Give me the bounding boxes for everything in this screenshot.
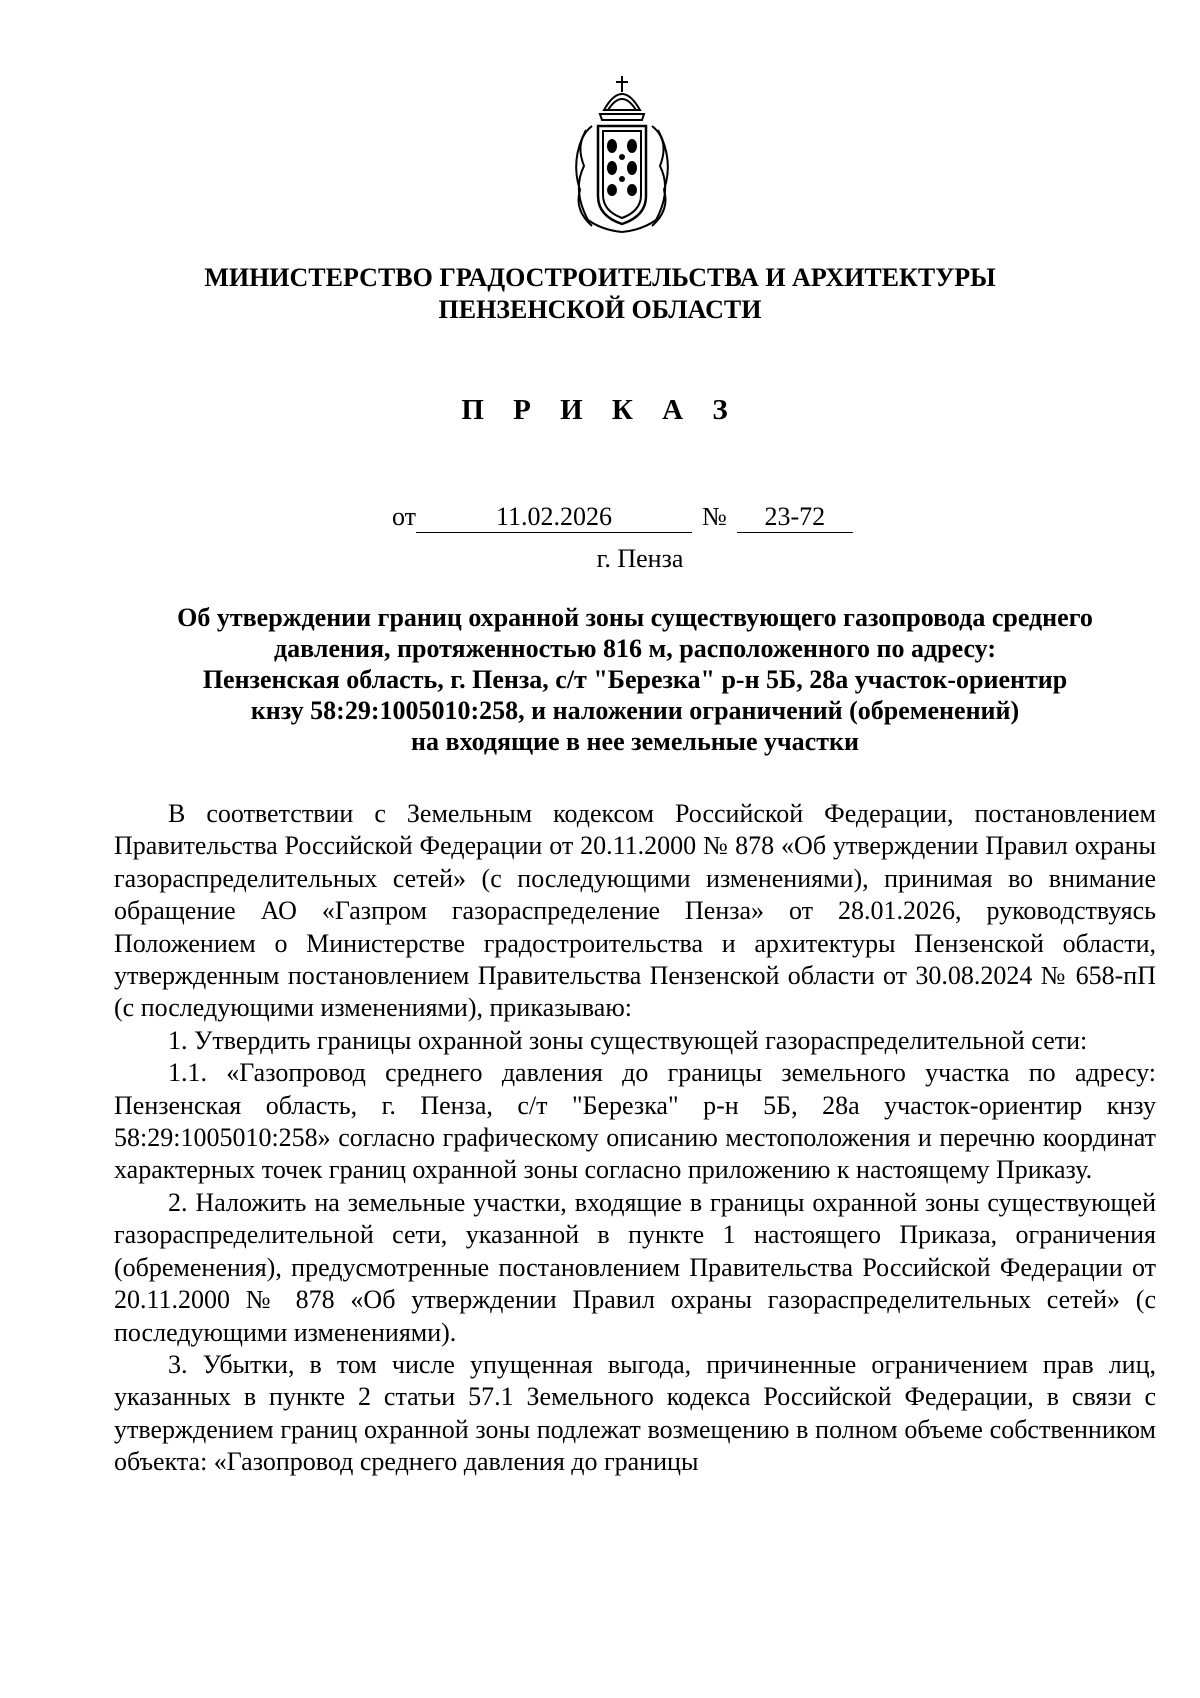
order-city: г. Пенза — [596, 544, 684, 573]
order-title: П Р И К А З — [461, 394, 739, 426]
item-2-paragraph: 2. Наложить на земельные участки, входящие в границы охранной зоны существующей газораспределительной сети, указанной в пункте 1 настоящего Приказа, ограничения (обременения), предусмотренные постановлением Правительства Российской Федерации от 20.11.2000 № 878 «Об утверждении Правил охраны газораспределительных сетей» (с последующими изменениями). — [114, 1187, 1156, 1347]
item-1-1-paragraph: 1.1. «Газопровод среднего давления до границы земельного участка по адресу: Пензенская область, г. Пенза, с/т "Березка" р-н 5Б, 28а участок-ориентир кнзу 58:29:1005010:258» согласно графическому описанию местоположения и перечню координат характерных точек границ охранной зоны согласно приложению к настоящему Приказу. — [114, 1058, 1156, 1185]
order-meta — [392, 502, 853, 533]
preamble-paragraph: В соответствии с Земельным кодексом Российской Федерации, постановлением Правительства Российской Федерации от 20.11.2000 № 878 «Об утверждении Правил охраны газораспределительных сетей» (с последующими изменениями), принимая во внимание обращение АО «Газпром газораспределение Пенза» от 28.01.2026, руководствуясь Положением о Министерстве градостроительства и архитектуры Пензенской области, утвержденным постановлением Правительства Пензенской области от 30.08.2024 № 658-пП (с последующими изменениями), приказываю: — [114, 799, 1156, 1023]
item-1-paragraph: 1. Утвердить границы охранной зоны существующей газораспределительной сети: — [168, 1025, 1088, 1055]
order-subject — [110, 602, 1160, 757]
subject-line: на входящие в нее земельные участки — [411, 727, 859, 756]
ministry-name — [0, 262, 1200, 326]
order-date: 11.02.2026 — [416, 502, 692, 533]
order-body — [114, 798, 1156, 1479]
ministry-name-line1: МИНИСТЕРСТВО ГРАДОСТРОИТЕЛЬСТВА И АРХИТЕКТУРЫ — [204, 263, 996, 292]
item-3-paragraph: 3. Убытки, в том числе упущенная выгода, причиненные ограничением прав лиц, указанных в пункте 2 статьи 57.1 Земельного кодекса Российской Федерации, в связи с утверждением границ охранной зоны подлежат возмещению в полном объеме собственником объекта: «Газопровод среднего давления до границы — [114, 1349, 1156, 1477]
subject-line: кнзу 58:29:1005010:258, и наложении ограничений (обременений) — [250, 696, 1020, 725]
number-prefix: № — [702, 502, 727, 531]
subject-line: давления, протяженностью 816 м, расположенного по адресу: — [274, 634, 996, 663]
date-prefix: от — [392, 502, 417, 531]
ministry-name-line2: ПЕНЗЕНСКОЙ ОБЛАСТИ — [438, 295, 762, 324]
subject-line: Пензенская область, г. Пенза, с/т "Березка" р-н 5Б, 28а участок-ориентир — [202, 665, 1068, 694]
coat-of-arms-icon — [562, 70, 682, 240]
subject-line: Об утверждении границ охранной зоны существующего газопровода среднего — [177, 603, 1093, 632]
order-number: 23-72 — [737, 502, 853, 533]
